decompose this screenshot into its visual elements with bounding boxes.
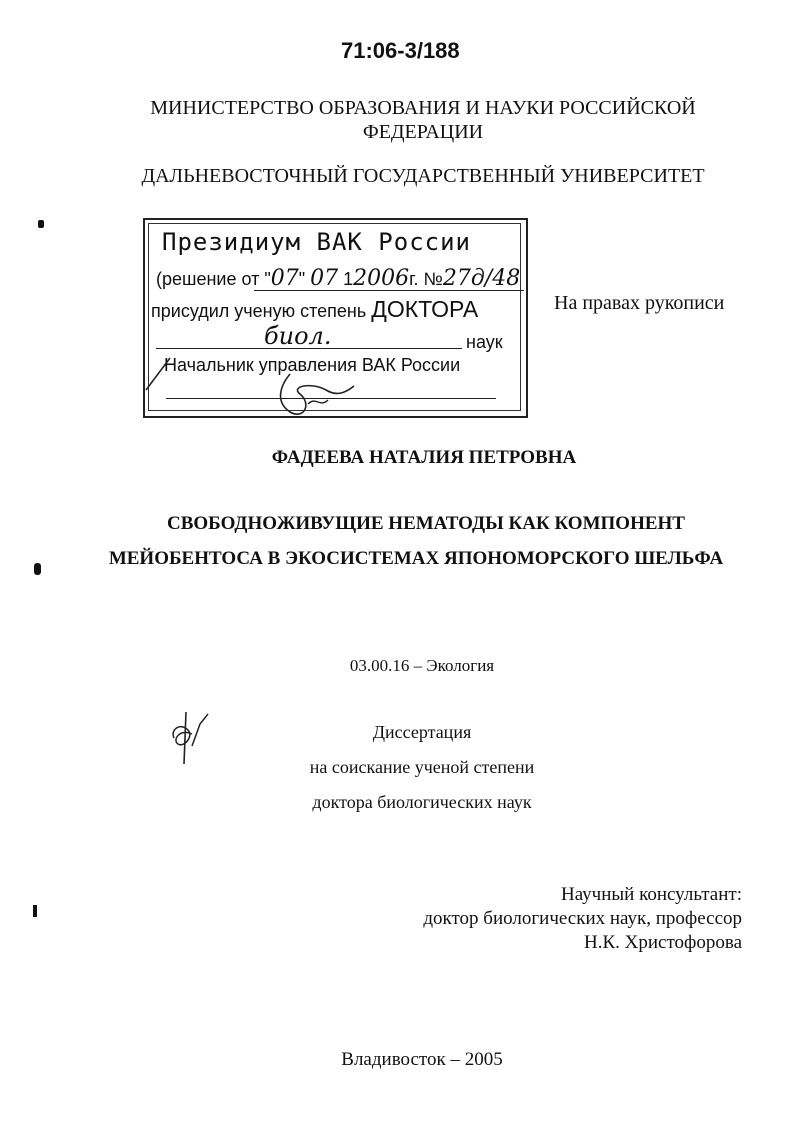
manuscript-rights: На правах рукописи (554, 292, 725, 314)
decision-number: 27д/48 (442, 266, 521, 291)
consultant-block (423, 883, 742, 955)
field-handwritten: биол. (264, 322, 332, 350)
vak-head-title: Начальник управления ВАК России (164, 355, 461, 375)
decision-prefix: (решение от " (156, 269, 271, 289)
university-name: ДАЛЬНЕВОСТОЧНЫЙ ГОСУДАРСТВЕННЫЙ УНИВЕРСИТЕТ (141, 165, 705, 187)
awarded-degree: ДОКТОРА (371, 296, 479, 322)
archive-stamp-number: 71:06-3/188 (341, 38, 460, 63)
dissertation-label: Диссертация (372, 722, 472, 742)
decision-sep-2: 1 (343, 269, 354, 289)
dissertation-title-line-2: МЕЙОБЕНТОСА В ЭКОСИСТЕМАХ ЯПОНОМОРСКОГО ШЕЛЬФА (108, 548, 724, 569)
specialty: 03.00.16 – Экология (349, 656, 495, 675)
consultant-name: Н.К. Христофорова (584, 932, 742, 953)
decision-sep-1: " (298, 269, 306, 289)
vak-awarded-line (151, 296, 478, 323)
decision-month: 07 (310, 266, 339, 291)
sciences-word: наук (466, 332, 503, 352)
decision-underline (254, 290, 524, 291)
margin-mark (38, 220, 44, 228)
consultant-title: доктор биологических наук, профессор (423, 908, 742, 929)
degree-line-2: доктора биологических наук (312, 792, 532, 812)
ministry-line-2: ФЕДЕРАЦИИ (362, 121, 484, 143)
decision-day: 07 (270, 266, 299, 291)
city-year: Владивосток – 2005 (341, 1049, 503, 1070)
consultant-label: Научный консультант: (560, 884, 742, 905)
decision-number-label: г. № (409, 269, 443, 289)
awarded-text: присудил ученую степень (151, 301, 367, 321)
margin-mark (33, 905, 37, 917)
decision-year: 2006 (353, 266, 410, 291)
vak-stamp-title: Президиум ВАК России (162, 228, 471, 256)
ministry-line-1: МИНИСТЕРСТВО ОБРАЗОВАНИЯ И НАУКИ РОССИЙСКОЙ (150, 97, 696, 119)
vak-decision-line (156, 266, 520, 291)
dissertation-title-line-1: СВОБОДНОЖИВУЩИЕ НЕМАТОДЫ КАК КОМПОНЕНТ (167, 513, 685, 534)
author-name: ФАДЕЕВА НАТАЛИЯ ПЕТРОВНА (271, 447, 577, 468)
vak-signature (140, 346, 380, 426)
degree-line-1: на соискание ученой степени (309, 757, 535, 777)
